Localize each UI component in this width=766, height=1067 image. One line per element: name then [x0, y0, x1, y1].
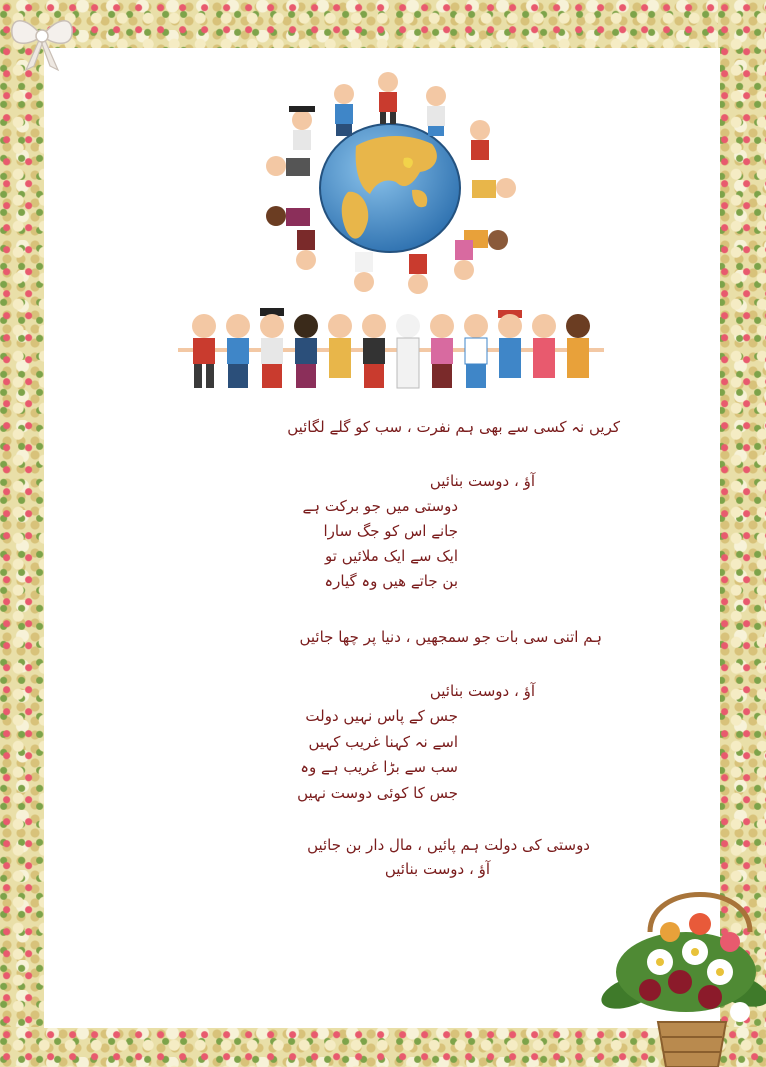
- poem-line: سب سے بڑا غریب ہے وہ: [300, 758, 458, 776]
- ribbon-bow-icon: [4, 4, 80, 74]
- floral-border-left: [0, 0, 44, 1067]
- poem-line: بن جاتے ھیں وہ گیارہ: [324, 572, 458, 590]
- globe-with-children-illustration: [236, 60, 544, 306]
- poem-line: ایک سے ایک ملائیں تو: [325, 547, 458, 565]
- poem-line: ہم اتنی سی بات جو سمجھیں ، دنیا پر چھا جائیں: [299, 628, 602, 646]
- poem-line: جس کے پاس نہیں دولت: [305, 707, 458, 725]
- poem-line: آؤ ، دوست بنائیں: [429, 682, 535, 700]
- children-holding-hands-illustration: [168, 306, 614, 402]
- poem-line: اسے نہ کہنا غریب کہیں: [308, 733, 458, 751]
- poem-line: آؤ ، دوست بنائیں: [384, 860, 490, 878]
- poem-line: جس کا کوئی دوست نہیں: [297, 784, 458, 802]
- poem-line: آؤ ، دوست بنائیں: [429, 472, 535, 490]
- poem-line: کریں نہ کسی سے بھی ہم نفرت ، سب کو گلے لگائیں: [287, 418, 620, 436]
- globe-icon: [320, 124, 460, 252]
- poem-line: جانے اس کو جگ سارا: [323, 522, 458, 540]
- poem-line: دوستی میں جو برکت ہے: [302, 497, 458, 515]
- poem-line: دوستی کی دولت ہم پائیں ، مال دار بن جائیں: [307, 836, 590, 854]
- flower-basket-illustration: [600, 872, 766, 1067]
- floral-border-top: [0, 0, 766, 50]
